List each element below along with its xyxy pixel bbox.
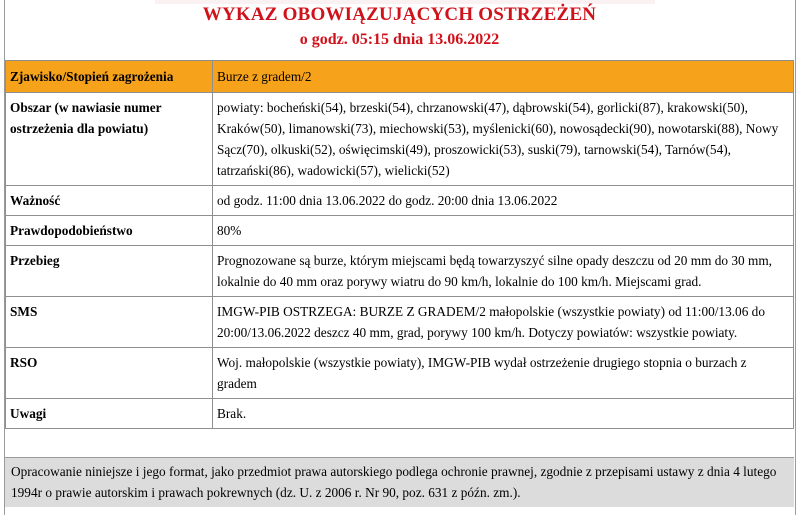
row-value: Brak.: [213, 399, 794, 429]
copyright-note: Opracowanie niniejsze i jego format, jako przedmiot prawa autorskiego podlega ochronie prawnej, zgodnie z przepisami ustawy z dnia 4 lutego 1994r o prawie autorskim i prawach pokrewnych (dz. U. z 2006 r. Nr 90, poz. 631 z późn. zm.).: [5, 457, 794, 507]
row-value: od godz. 11:00 dnia 13.06.2022 do godz. 20:00 dnia 13.06.2022: [213, 186, 794, 216]
row-label: Obszar (w nawiasie numer ostrzeżenia dla powiatu): [6, 93, 213, 186]
page-title: WYKAZ OBOWIĄZUJĄCYCH OSTRZEŻEŃ: [202, 4, 597, 25]
table-row-rso: [6, 348, 794, 399]
row-label: Zjawisko/Stopień zagrożenia: [6, 61, 213, 93]
row-value: powiaty: bocheński(54), brzeski(54), chrzanowski(47), dąbrowski(54), gorlicki(87), krakowski(50), Kraków(50), limanowski(73), miechowski(53), myślenicki(60), nowosądecki(90), nowotarski(88), Nowy Sącz(70), olkuski(52), oświęcimski(49), proszowicki(53), suski(79), tarnowski(54), Tarnów(54), tatrzański(86), wadowicki(57), wielicki(52): [213, 93, 794, 186]
warning-table: [5, 60, 794, 429]
row-value: Woj. małopolskie (wszystkie powiaty), IMGW-PIB wydał ostrzeżenie drugiego stopnia o burzach z gradem: [213, 348, 794, 399]
table-row-prawdopodobienstwo: [6, 216, 794, 246]
row-label: Uwagi: [6, 399, 213, 429]
row-value: 80%: [213, 216, 794, 246]
row-value: Burze z gradem/2: [213, 61, 794, 93]
row-label: Prawdopodobieństwo: [6, 216, 213, 246]
row-label: Ważność: [6, 186, 213, 216]
table-row-przebieg: [6, 246, 794, 297]
table-row-uwagi: [6, 399, 794, 429]
table-row-obszar: [6, 93, 794, 186]
table-row-zjawisko: [6, 61, 794, 93]
row-value: Prognozowane są burze, którym miejscami będą towarzyszyć silne opady deszczu od 20 mm do 30 mm, lokalnie do 40 mm oraz porywy wiatru do 90 km/h, lokalnie do 100 km/h. Miejscami grad.: [213, 246, 794, 297]
table-row-waznosc: [6, 186, 794, 216]
row-label: SMS: [6, 297, 213, 348]
table-row-sms: [6, 297, 794, 348]
row-label: Przebieg: [6, 246, 213, 297]
row-label: RSO: [6, 348, 213, 399]
page-subtitle: o godz. 05:15 dnia 13.06.2022: [299, 31, 500, 48]
warning-header: [5, 0, 794, 58]
row-value: IMGW-PIB OSTRZEGA: BURZE Z GRADEM/2 małopolskie (wszystkie powiaty) od 11:00/13.06 do 20:00/13.06.2022 deszcz 40 mm, grad, porywy 100 km/h. Dotyczy powiatów: wszystkie powiaty.: [213, 297, 794, 348]
